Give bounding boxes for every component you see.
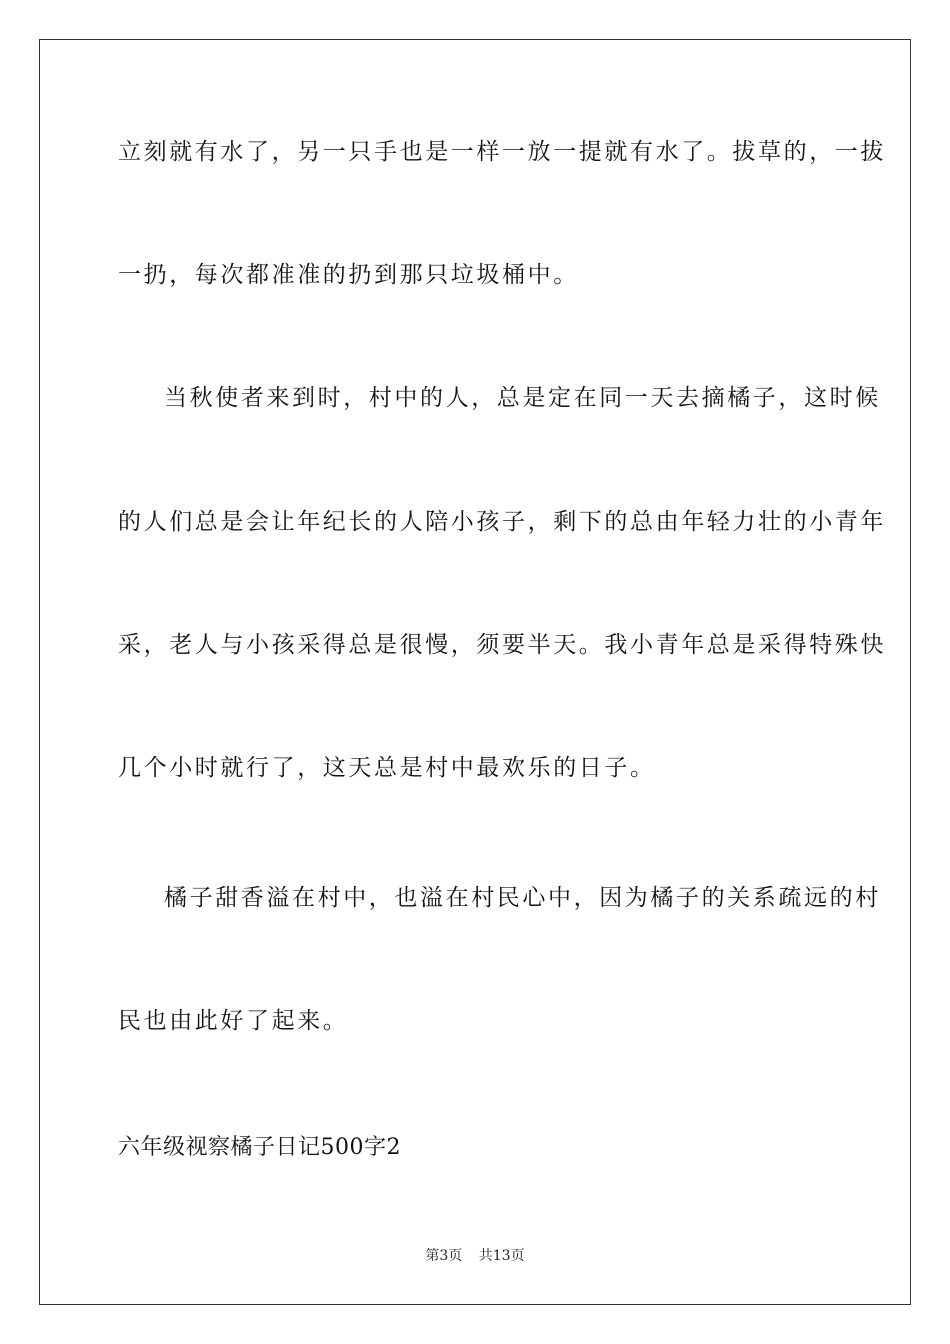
body-line: 立刻就有水了，另一只手也是一样一放一提就有水了。拔草的，一拔 (118, 139, 886, 165)
body-line: 采，老人与小孩采得总是很慢，须要半天。我小青年总是采得特殊快 (118, 632, 886, 658)
body-line: 民也由此好了起来。 (118, 1008, 349, 1034)
page-number: 第3页 (425, 1248, 463, 1264)
page-footer (0, 1247, 950, 1265)
total-pages: 共13页 (478, 1248, 525, 1264)
body-line: 几个小时就行了，这天总是村中最欢乐的日子。 (118, 755, 656, 781)
paragraph-first-line: 当秋使者来到时，村中的人，总是定在同一天去摘橘子，这时候 (164, 385, 881, 411)
body-line: 一扔，每次都准准的扔到那只垃圾桶中。 (118, 262, 579, 288)
page-border (39, 39, 911, 1305)
paragraph-first-line: 橘子甜香溢在村中，也溢在村民心中，因为橘子的关系疏远的村 (164, 885, 881, 911)
section-heading: 六年级视察橘子日记500字2 (118, 1135, 401, 1160)
body-line: 的人们总是会让年纪长的人陪小孩子，剩下的总由年轻力壮的小青年 (118, 509, 886, 535)
